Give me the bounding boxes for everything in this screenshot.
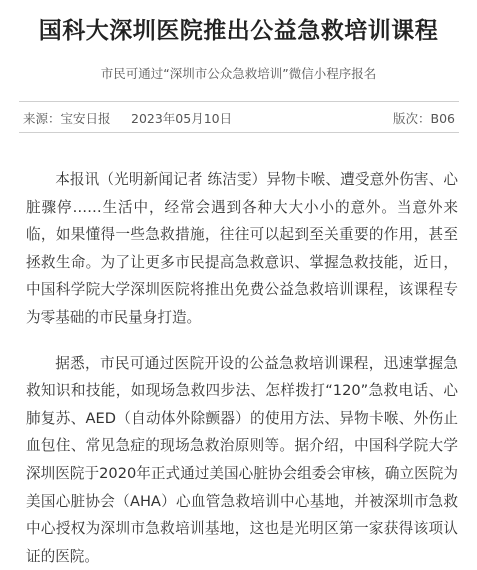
article-body bbox=[26, 166, 458, 570]
article-meta-bar bbox=[19, 101, 459, 133]
article-subtitle: 市民可通过“深圳市公众急救培训”微信小程序报名 bbox=[100, 66, 377, 81]
article-edition: 版次：B06 bbox=[393, 111, 455, 126]
article-paragraph-1: 本报讯（光明新闻记者 练洁雯）异物卡喉、遭受意外伤害、心脏骤停……生活中，经常会遇到各种大大小小的意外。当意外来临，如果懂得一些急救措施，往往可以起到至关重要的作用，甚至拯救生命。为了让更多市民提高急救意识、掌握急救技能，近日，中国科学院大学深圳医院将推出免费公益急救培训课程，该课程专为零基础的市民量身打造。 bbox=[26, 171, 458, 326]
article-paragraph-2: 据悉，市民可通过医院开设的公益急救培训课程，迅速掌握急救知识和技能，如现场急救四步法、怎样拨打“120”急救电话、心肺复苏、AED（自动体外除颤器）的使用方法、异物卡喉、外伤止血包住、常见急症的现场急救治原则等。据介绍，中国科学院大学深圳医院于2020年正式通过美国心脏协会组委会审核，确立医院为美国心脏协会（AHA）心血管急救培训中心基地，并被深圳市急救中心授权为深圳市急救培训基地，这也是光明区第一家获得该项认证的医院。 bbox=[26, 354, 458, 565]
article-source: 来源：宝安日报 bbox=[23, 111, 111, 126]
article-title: 国科大深圳医院推出公益急救培训课程 bbox=[38, 18, 439, 44]
article-date: 2023年05月10日 bbox=[131, 111, 233, 126]
